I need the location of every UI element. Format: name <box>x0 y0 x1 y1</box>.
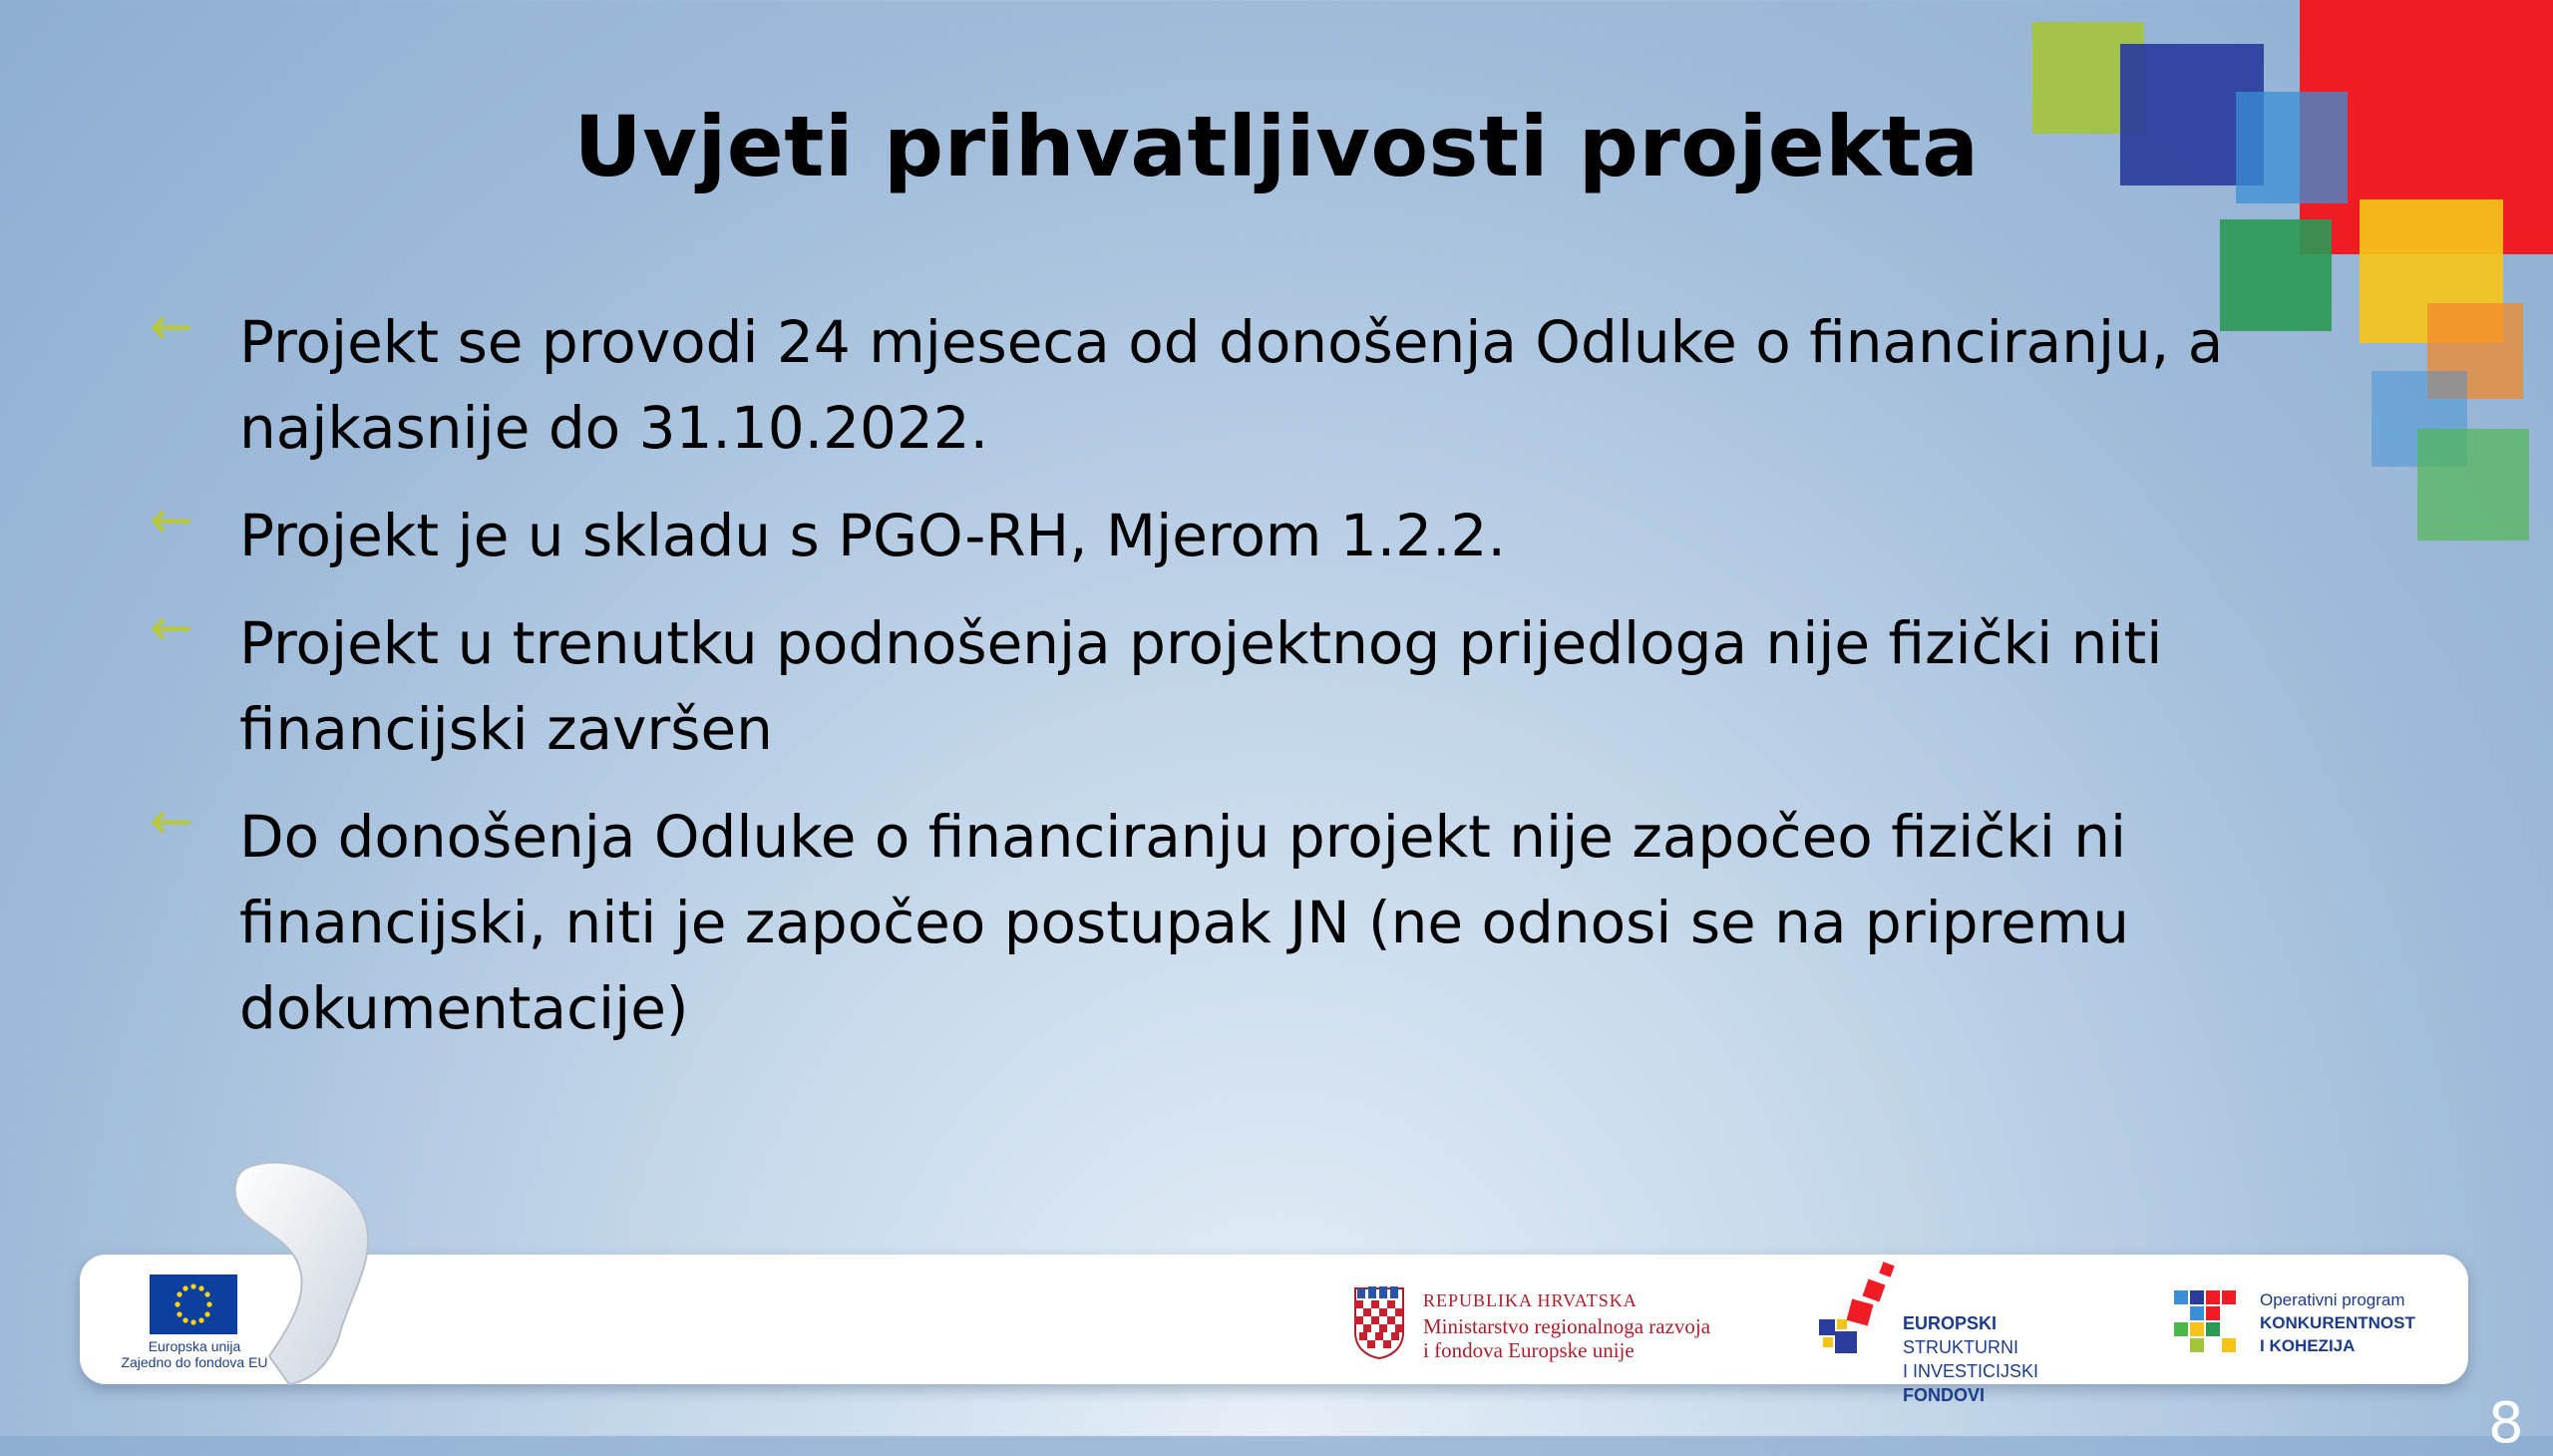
ministry-logo <box>1351 1284 1770 1364</box>
opkk-line3: I KOHEZIJA <box>2260 1336 2356 1355</box>
bullet-item <box>150 600 2234 772</box>
opkk-squares-icon <box>2174 1290 2240 1356</box>
esif-line2-bold: FONDOVI <box>1903 1385 1986 1405</box>
bullet-item <box>150 794 2234 1051</box>
esif-squares-icon <box>1815 1262 1905 1371</box>
eu-logo <box>120 1274 279 1374</box>
opkk-line1: Operativni program <box>2260 1290 2405 1309</box>
bullet-text: Do donošenja Odluke o financiranju projekt nije započeo fizički ni financijski, niti je započeo postupak JN (ne odnosi se na pripremu dokumentacije) <box>239 803 2130 1042</box>
ministry-line3: i fondova Europske unije <box>1423 1338 1635 1362</box>
esif-logo <box>1815 1262 2114 1405</box>
eu-flag-icon <box>150 1274 237 1334</box>
esif-line1: STRUKTURNI <box>1903 1337 2018 1357</box>
ministry-line2: Ministarstvo regionalnoga razvoja <box>1423 1314 1711 1338</box>
esif-line1-bold: EUROPSKI <box>1903 1313 1998 1333</box>
page-number: 8 <box>2488 1391 2524 1456</box>
arrow-left-icon: ← <box>150 297 193 357</box>
eu-caption-line1: Europska unija <box>148 1338 241 1354</box>
opkk-logo <box>2174 1288 2433 1368</box>
bullet-text: Projekt se provodi 24 mjeseca od donošenja Odluke o financiranju, a najkasnije do 31.10.2022. <box>239 308 2224 462</box>
slide-title: Uvjeti prihvatljivosti projekta <box>573 98 1980 195</box>
bullet-text: Projekt u trenutku podnošenja projektnog prijedloga nije fizički niti financijski završen <box>239 609 2163 763</box>
bullet-item <box>150 493 2234 578</box>
arrow-left-icon: ← <box>150 491 193 550</box>
bullet-list <box>150 299 2234 1073</box>
esif-line2: I INVESTICIJSKI <box>1903 1361 2039 1381</box>
croatian-coat-of-arms-icon <box>1351 1284 1407 1360</box>
ministry-line1: REPUBLIKA HRVATSKA <box>1423 1290 1638 1310</box>
arrow-left-icon: ← <box>150 598 193 658</box>
eu-caption-line2: Zajedno do fondova EU <box>121 1354 268 1370</box>
bullet-item <box>150 299 2234 471</box>
arrow-left-icon: ← <box>150 792 193 852</box>
bullet-text: Projekt je u skladu s PGO-RH, Mjerom 1.2.2. <box>239 502 1506 569</box>
opkk-line2: KONKURENTNOST <box>2260 1313 2415 1332</box>
